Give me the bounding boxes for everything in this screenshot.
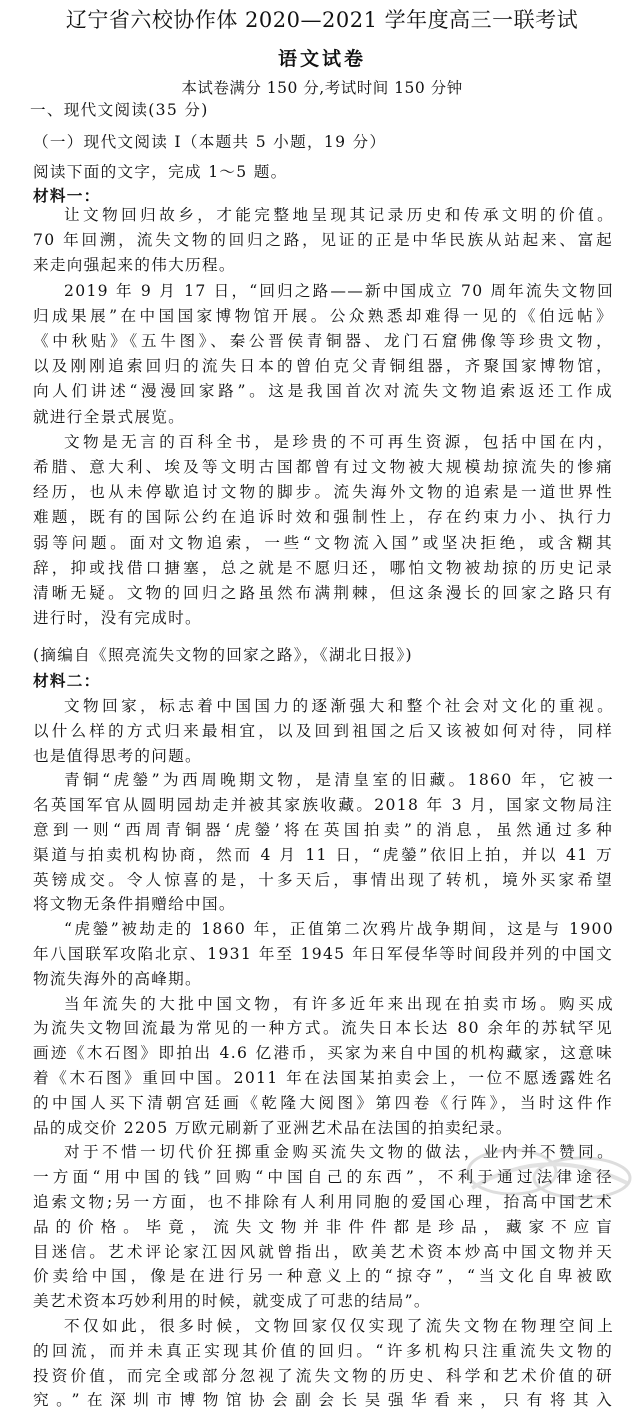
material-one-label: 材料一：: [33, 186, 101, 205]
text-line: 希腊、意大利、埃及等文明古国都曾有过文物被大规模劫掠流失的惨痛: [33, 458, 613, 476]
text-line: 青铜“虎鎣”为西周晚期文物，是清皇室的旧藏。1860 年，它被一: [64, 771, 614, 790]
text-line: 向人们讲述“漫漫回家路”。这是我国首次对流失文物追索返还工作成: [33, 382, 613, 401]
text-line: 目迷信。艺术评论家江因风就曾指出，欧美艺术资本炒高中国文物并天: [33, 1242, 613, 1261]
text-line: 名英国军官从圆明园劫走并被其家族收藏。2018 年 3 月，国家文物局注: [33, 796, 613, 815]
watermark-logo: [452, 1138, 642, 1208]
text-line: 弱等问题。面对文物追索，一些“文物流入国”或坚决拒绝，或含糊其: [33, 533, 613, 552]
text-line: 对于不惜一切代价狂掷重金购买流失文物的做法，业内并不赞同。: [64, 1143, 614, 1162]
text-line: 《中秋贴》《五牛图》、秦公晋侯青铜器、龙门石窟佛像等珍贵文物，: [33, 332, 613, 350]
text-line: 文物回家，标志着中国国力的逐渐强大和整个社会对文化的重视。: [64, 697, 614, 715]
text-line: 70 年回溯，流失文物的回归之路，见证的正是中华民族从站起来、富起: [33, 231, 613, 250]
text-line: 的中国人买下清朝宫廷画《乾隆大阅图》第四卷《行阵》，当时这件作: [33, 1093, 613, 1112]
text-line: 难题，既有的国际公约在追诉时效和强制性上，存在约束力小、执行力: [33, 508, 613, 527]
paper-title: 语文试卷: [277, 48, 366, 70]
exam-title: 辽宁省六校协作体 2020—2021 学年度高三一联考试: [65, 8, 579, 32]
material-two-label: 材料二：: [33, 671, 101, 690]
text-line: 文物是无言的百科全书，是珍贵的不可再生资源，包括中国在内，: [64, 432, 614, 451]
text-line: 以及刚刚追索回归的流失日本的曾伯克父青铜组器，齐聚国家博物馆，: [33, 357, 613, 376]
text-line: 英镑成交。令人惊喜的是，十多天后，事情出现了转机，境外买家希望: [33, 870, 613, 889]
text-line: 美艺术资本巧妙利用的时候，就变成了可悲的结局”。: [33, 1292, 431, 1311]
text-line: 2019 年 9 月 17 日，“回归之路——新中国成立 70 周年流失文物回: [64, 281, 614, 300]
text-line: 品的成交价 2205 万欧元刷新了亚洲艺术品在法国的拍卖纪录。: [33, 1118, 513, 1137]
text-line: 来走向强起来的伟大历程。: [33, 256, 236, 275]
text-line: 清晰无疑。文物的回归之路虽然布满荆棘，但这条漫长的回家之路只有: [33, 584, 613, 602]
text-line: 就进行全景式展览。: [33, 407, 186, 426]
text-line: 当年流失的大批中国文物，有许多近年来出现在拍卖市场。购买成: [64, 994, 614, 1013]
text-line: 以什么样的方式归来最相宜，以及回到祖国之后又该被如何对待，同样: [33, 721, 613, 740]
text-line: 年八国联军攻陷北京、1931 年至 1945 年日军侵华等时间段并列的中国文: [33, 945, 613, 963]
text-line: 进行时，没有完成时。: [33, 609, 202, 628]
text-line: 投资价值，而完全或部分忽视了流失文物的历史、科学和艺术价值的研: [33, 1366, 613, 1385]
text-line: “虎鎣”被劫走的 1860 年，正值第二次鸦片战争期间，这是与 1900: [64, 920, 614, 939]
text-line: 辞，抑或找借口搪塞，总之就是不愿归还，哪怕文物被劫掠的历史记录: [33, 558, 613, 577]
text-line: 为流失文物回流最为常见的一种方式。流失日本长达 80 余年的苏轼罕见: [33, 1019, 613, 1038]
text-line: 将文物无条件捐赠给中国。: [33, 895, 236, 914]
text-line: 的回流，而并未真正实现其价值的回归。“许多机构只注重流失文物的: [33, 1341, 613, 1360]
text-line: 追索文物;另一方面，也不排除有人利用同胞的爱国心理，抬高中国艺术: [33, 1193, 613, 1211]
text-line: 让文物回归故乡，才能完整地呈现其记录历史和传承文明的价值。: [64, 206, 614, 224]
section-heading: 一、现代文阅读(35 分): [30, 101, 209, 119]
text-line: 经历，也从未停歇追讨文物的脚步。流失海外文物的追索是一道世界性: [33, 483, 613, 502]
text-line: 画迹《木石图》即拍出 4.6 亿港币，买家为来自中国的机构藏家，这意味: [33, 1044, 613, 1063]
text-line: 价卖给中国，像是在进行另一种意义上的“掠夺”，“当文化自卑被欧: [33, 1267, 613, 1286]
material-one-source: (摘编自《照亮流失文物的回家之路》，《湖北日报》): [33, 646, 413, 664]
text-line: 品的价格。毕竟，流失文物并非件件都是珍品，藏家不应盲: [33, 1217, 613, 1236]
text-line: 着《木石图》重回中国。2011 年在法国某拍卖会上，一位不愿透露姓名: [33, 1069, 613, 1087]
text-line: 物流失海外的高峰期。: [33, 969, 202, 988]
exam-info: 本试卷满分 150 分,考试时间 150 分钟: [181, 79, 463, 97]
part-heading: （一）现代文阅读 Ⅰ（本题共 5 小题，19 分）: [33, 133, 387, 151]
text-line: 意到一则“西周青铜器‘虎鎣’将在英国拍卖”的消息，虽然通过多种: [33, 821, 613, 839]
text-line: 一方面“用中国的钱”回购“中国自己的东西”，不利于通过法律途径: [33, 1168, 613, 1187]
text-line: 归成果展”在中国国家博物馆开展。公众熟悉却难得一见的《伯远帖》: [33, 306, 613, 325]
instruction: 阅读下面的文字，完成 1～5 题。: [33, 163, 288, 181]
text-line: 渠道与拍卖机构协商，然而 4 月 11 日，“虎鎣”依旧上拍，并以 41 万: [33, 845, 613, 864]
text-line: 也是值得思考的问题。: [33, 746, 202, 765]
text-line: 究。”在深圳市博物馆协会副会长吴强华看来，只有将其入: [33, 1391, 613, 1410]
text-line: 不仅如此，很多时候，文物回家仅仅实现了流失文物在物理空间上: [64, 1317, 614, 1335]
